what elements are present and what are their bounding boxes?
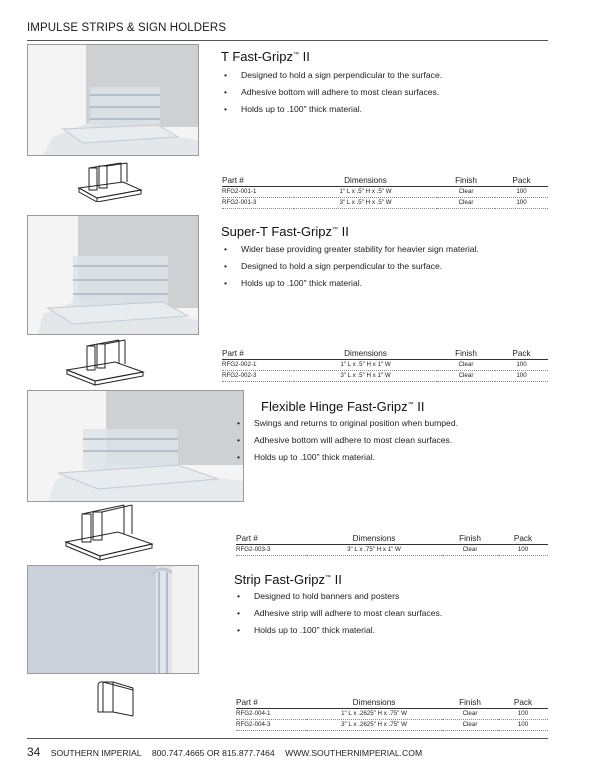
feature-item: • Holds up to .100" thick material. xyxy=(234,452,458,469)
table-row: RFG2-002-3 3" L x .5" H x 1" W Clear 100 xyxy=(222,371,548,382)
col-dimensions: Dimensions xyxy=(306,697,442,709)
product-diagram-strip-gripz xyxy=(95,678,137,718)
col-part: Part # xyxy=(222,348,294,360)
product-diagram-super-t-gripz xyxy=(63,336,148,386)
feature-list xyxy=(221,70,442,121)
feature-item: • Holds up to .100" thick material. xyxy=(221,104,442,121)
col-pack: Pack xyxy=(495,175,548,187)
product-title: Super-T Fast-Gripz™ II xyxy=(221,224,349,239)
product-diagram-flexible-hinge-gripz xyxy=(62,502,157,562)
feature-item: • Adhesive bottom will adhere to most clean surfaces. xyxy=(221,87,442,104)
header-divider xyxy=(27,40,548,41)
phone-numbers: 800.747.4665 OR 815.877.7464 xyxy=(151,748,275,758)
section-header: IMPULSE STRIPS & SIGN HOLDERS xyxy=(27,22,227,34)
feature-item: • Designed to hold a sign perpendicular to the surface. xyxy=(221,261,479,278)
feature-list xyxy=(234,418,458,469)
product-photo-t-gripz xyxy=(27,44,199,156)
table-row: RFG2-004-3 3" L x .2625" H x .75" W Clear 100 xyxy=(236,720,548,731)
col-pack: Pack xyxy=(498,697,548,709)
feature-list xyxy=(221,244,479,295)
col-part: Part # xyxy=(236,533,306,545)
product-title: Strip Fast-Gripz™ II xyxy=(234,572,342,587)
feature-item: • Adhesive bottom will adhere to most clean surfaces. xyxy=(234,435,458,452)
product-diagram-t-gripz xyxy=(75,160,145,202)
feature-item: • Designed to hold banners and posters xyxy=(234,591,442,608)
col-finish: Finish xyxy=(442,533,498,545)
footer xyxy=(27,745,430,759)
feature-item: • Holds up to .100" thick material. xyxy=(221,278,479,295)
feature-item: • Swings and returns to original position when bumped. xyxy=(234,418,458,435)
product-title: T Fast-Gripz™ II xyxy=(221,49,310,64)
col-pack: Pack xyxy=(495,348,548,360)
table-row: RFG2-001-3 3" L x .5" H x .5" W Clear 100 xyxy=(222,198,548,209)
spec-table xyxy=(222,175,548,209)
spec-table xyxy=(222,348,548,382)
product-photo-strip-gripz xyxy=(27,565,199,674)
table-row: RFG2-004-1 1" L x .2625" H x .75" W Clear 100 xyxy=(236,709,548,720)
col-dimensions: Dimensions xyxy=(306,533,442,545)
footer-divider xyxy=(27,738,548,739)
product-photo-flexible-hinge-gripz xyxy=(27,390,244,502)
company-name: SOUTHERN IMPERIAL xyxy=(50,748,142,758)
page-number: 34 xyxy=(27,745,41,759)
website-link[interactable]: WWW.SOUTHERNIMPERIAL.COM xyxy=(285,748,423,758)
feature-item: • Adhesive strip will adhere to most clean surfaces. xyxy=(234,608,442,625)
feature-list xyxy=(234,591,442,642)
col-finish: Finish xyxy=(442,697,498,709)
table-row: RFG2-003-3 3" L x .75" H x 1" W Clear 100 xyxy=(236,545,548,556)
col-part: Part # xyxy=(222,175,294,187)
col-pack: Pack xyxy=(498,533,548,545)
col-part: Part # xyxy=(236,697,306,709)
col-dimensions: Dimensions xyxy=(294,348,437,360)
feature-item: • Holds up to .100" thick material. xyxy=(234,625,442,642)
col-finish: Finish xyxy=(437,175,495,187)
product-title: Flexible Hinge Fast-Gripz™ II xyxy=(261,399,425,414)
table-row: RFG2-001-1 1" L x .5" H x .5" W Clear 100 xyxy=(222,187,548,198)
col-dimensions: Dimensions xyxy=(294,175,437,187)
feature-item: • Designed to hold a sign perpendicular to the surface. xyxy=(221,70,442,87)
table-row: RFG2-002-1 1" L x .5" H x 1" W Clear 100 xyxy=(222,360,548,371)
product-photo-super-t-gripz xyxy=(27,215,199,335)
col-finish: Finish xyxy=(437,348,495,360)
spec-table xyxy=(236,533,548,556)
feature-item: • Wider base providing greater stability for heavier sign material. xyxy=(221,244,479,261)
spec-table xyxy=(236,697,548,731)
